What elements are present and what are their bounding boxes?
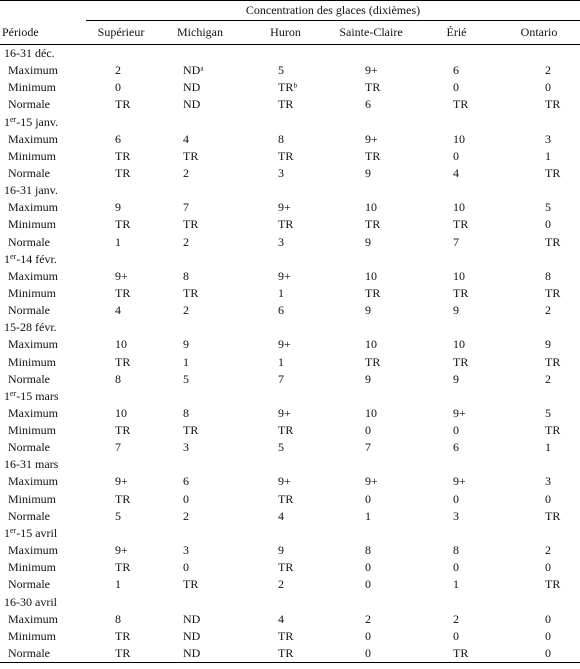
table-cell: TR bbox=[365, 148, 381, 163]
table-cell: TR bbox=[278, 423, 294, 438]
table-cell: TRᵇ bbox=[278, 80, 298, 95]
row-label: Maximum bbox=[8, 543, 58, 558]
column-header-superieur: Supérieur bbox=[86, 21, 156, 45]
table-cell: 0 bbox=[453, 560, 459, 575]
row-label: Maximum bbox=[8, 405, 58, 420]
table-row bbox=[0, 268, 580, 285]
table-cell: 0 bbox=[453, 491, 459, 506]
table-cell: 10 bbox=[115, 405, 127, 420]
table-cell: 6 bbox=[453, 440, 459, 455]
table-cell: 9+ bbox=[115, 543, 128, 558]
table-cell: TR bbox=[545, 508, 561, 523]
table-cell: 10 bbox=[365, 268, 377, 283]
table-cell: 10 bbox=[115, 337, 127, 352]
table-cell: ND bbox=[183, 611, 201, 626]
table-cell: TR bbox=[86, 645, 156, 663]
table-cell: 0 bbox=[365, 628, 371, 643]
table-cell: 9 bbox=[365, 371, 371, 386]
table-cell: TR bbox=[115, 148, 131, 163]
table-cell: 8 bbox=[453, 543, 459, 558]
table-cell: 3 bbox=[183, 440, 189, 455]
table-row bbox=[0, 559, 580, 576]
table-cell: 2 bbox=[545, 303, 551, 318]
table-cell: TR bbox=[453, 285, 469, 300]
table-cell: 0 bbox=[365, 560, 371, 575]
table-cell: 9 bbox=[453, 371, 459, 386]
table-cell: TR bbox=[278, 97, 294, 112]
table-cell: TR bbox=[183, 148, 199, 163]
table-cell: 9+ bbox=[278, 268, 291, 283]
table-cell: 2 bbox=[453, 611, 459, 626]
table-cell: 10 bbox=[453, 337, 465, 352]
table-row bbox=[0, 285, 580, 302]
table-cell: 0 bbox=[545, 491, 551, 506]
table-cell: 10 bbox=[365, 405, 377, 420]
table-cell: 0 bbox=[365, 577, 371, 592]
table-cell: 6 bbox=[365, 97, 371, 112]
table-cell: TR bbox=[278, 628, 294, 643]
table-cell: 0 bbox=[183, 491, 189, 506]
table-cell: 8 bbox=[545, 268, 551, 283]
table-cell: 4 bbox=[453, 166, 459, 181]
table-cell: 2 bbox=[183, 508, 189, 523]
period-row bbox=[0, 251, 580, 268]
table-cell: TR bbox=[545, 97, 561, 112]
table-cell: 2 bbox=[365, 611, 371, 626]
table-cell: 8 bbox=[183, 405, 189, 420]
table-cell: 2 bbox=[545, 543, 551, 558]
table-cell: 1 bbox=[545, 440, 551, 455]
table-row bbox=[0, 405, 580, 422]
table-row bbox=[0, 336, 580, 353]
table-row bbox=[0, 234, 580, 251]
row-label: Minimum bbox=[8, 560, 57, 575]
table-cell: 1 bbox=[278, 285, 284, 300]
table-cell: 5 bbox=[545, 405, 551, 420]
table-cell: ND bbox=[156, 645, 244, 663]
period-row bbox=[0, 456, 580, 473]
table-cell: 10 bbox=[453, 268, 465, 283]
table-row bbox=[0, 645, 580, 663]
table-cell: TR bbox=[415, 645, 498, 663]
table-cell: TR bbox=[365, 217, 381, 232]
period-row bbox=[0, 388, 580, 405]
table-row bbox=[0, 96, 580, 113]
table-cell: 8 bbox=[365, 543, 371, 558]
row-label: Normale bbox=[8, 577, 50, 592]
period-row bbox=[0, 594, 580, 611]
table-cell: 0 bbox=[545, 560, 551, 575]
table-row bbox=[0, 62, 580, 79]
table-cell: 3 bbox=[278, 166, 284, 181]
row-label: Minimum bbox=[8, 217, 57, 232]
table-body bbox=[0, 45, 580, 663]
table-cell: 2 bbox=[545, 371, 551, 386]
row-label: Minimum bbox=[8, 354, 57, 369]
table-cell: 8 bbox=[278, 131, 284, 146]
column-header-huron: Huron bbox=[244, 21, 327, 45]
table-cell: 10 bbox=[453, 200, 465, 215]
table-cell: TR bbox=[365, 80, 381, 95]
table-cell: TR bbox=[278, 148, 294, 163]
period-label: 1er-15 janv. bbox=[4, 114, 59, 129]
table-cell: 2 bbox=[115, 63, 121, 78]
period-row bbox=[0, 45, 580, 63]
table-cell: TR bbox=[545, 285, 561, 300]
table-cell: TR bbox=[183, 285, 199, 300]
row-label: Minimum bbox=[8, 80, 57, 95]
table-cell: 9 bbox=[365, 234, 371, 249]
table-row bbox=[0, 508, 580, 525]
table-cell: 2 bbox=[278, 577, 284, 592]
table-cell: 9 bbox=[278, 543, 284, 558]
table-cell: 1 bbox=[183, 354, 189, 369]
table-cell: 8 bbox=[183, 268, 189, 283]
table-cell: 9 bbox=[365, 303, 371, 318]
period-row bbox=[0, 182, 580, 199]
table-cell: TR bbox=[453, 354, 469, 369]
table-cell: 9 bbox=[365, 166, 371, 181]
period-label: 1er-15 avril bbox=[4, 525, 58, 540]
table-cell: NDᵃ bbox=[183, 63, 204, 78]
table-cell: 0 bbox=[453, 148, 459, 163]
row-label: Maximum bbox=[8, 268, 58, 283]
table-cell: TR bbox=[278, 560, 294, 575]
table-cell: 9+ bbox=[365, 63, 378, 78]
table-cell: 9+ bbox=[365, 131, 378, 146]
table-cell: TR bbox=[453, 217, 469, 232]
table-row bbox=[0, 542, 580, 559]
table-cell: TR bbox=[115, 628, 131, 643]
column-header-michigan: Michigan bbox=[156, 21, 244, 45]
table-cell: 1 bbox=[115, 234, 121, 249]
period-row bbox=[0, 525, 580, 542]
row-label: Minimum bbox=[8, 285, 57, 300]
table-cell: TR bbox=[183, 217, 199, 232]
table-cell: TR bbox=[183, 577, 199, 592]
table-cell: 7 bbox=[183, 200, 189, 215]
period-row bbox=[0, 114, 580, 131]
row-label: Maximum bbox=[8, 200, 58, 215]
table-cell: 9+ bbox=[278, 200, 291, 215]
table-cell: TR bbox=[115, 354, 131, 369]
table-cell: 10 bbox=[365, 337, 377, 352]
row-label: Minimum bbox=[8, 491, 57, 506]
table-cell: 1 bbox=[453, 577, 459, 592]
table-cell: ND bbox=[183, 80, 201, 95]
table-cell: TR bbox=[244, 645, 327, 663]
table-cell: 0 bbox=[365, 423, 371, 438]
table-cell: TR bbox=[115, 217, 131, 232]
row-label: Minimum bbox=[8, 628, 57, 643]
table-cell: 0 bbox=[453, 423, 459, 438]
table-cell: 10 bbox=[453, 131, 465, 146]
table-row bbox=[0, 491, 580, 508]
table-cell: 4 bbox=[115, 303, 121, 318]
table-cell: 0 bbox=[545, 217, 551, 232]
table-cell: 2 bbox=[545, 63, 551, 78]
row-label: Maximum bbox=[8, 63, 58, 78]
table-cell: 8 bbox=[115, 611, 121, 626]
table-cell: 10 bbox=[365, 200, 377, 215]
table-cell: 2 bbox=[183, 303, 189, 318]
row-label: Normale bbox=[8, 508, 50, 523]
table-cell: 9+ bbox=[115, 268, 128, 283]
table-cell: 9 bbox=[115, 200, 121, 215]
table-cell: TR bbox=[545, 234, 561, 249]
table-row bbox=[0, 79, 580, 96]
table-row bbox=[0, 148, 580, 165]
table-cell: TR bbox=[545, 577, 561, 592]
table-cell: TR bbox=[365, 354, 381, 369]
period-label: 16-31 déc. bbox=[4, 46, 55, 60]
row-label: Normale bbox=[8, 440, 50, 455]
table-cell: 0 bbox=[498, 645, 580, 663]
table-cell: 6 bbox=[115, 131, 121, 146]
column-header-ontario: Ontario bbox=[498, 21, 580, 45]
table-cell: 3 bbox=[545, 474, 551, 489]
table-cell: 0 bbox=[545, 80, 551, 95]
table-cell: 6 bbox=[453, 63, 459, 78]
table-cell: 0 bbox=[327, 645, 415, 663]
period-row bbox=[0, 319, 580, 336]
table-cell: 2 bbox=[183, 166, 189, 181]
row-label: Minimum bbox=[8, 148, 57, 163]
table-row bbox=[0, 165, 580, 182]
table-cell: 3 bbox=[453, 508, 459, 523]
table-cell: TR bbox=[365, 285, 381, 300]
table-cell: 8 bbox=[115, 371, 121, 386]
table-cell: TR bbox=[545, 166, 561, 181]
table-cell: 9+ bbox=[115, 474, 128, 489]
table-cell: 3 bbox=[183, 543, 189, 558]
table-cell: 6 bbox=[278, 303, 284, 318]
table-cell: 6 bbox=[183, 474, 189, 489]
table-row bbox=[0, 576, 580, 593]
table-cell: 9+ bbox=[365, 474, 378, 489]
table-cell: 0 bbox=[453, 80, 459, 95]
table-cell: 4 bbox=[278, 611, 284, 626]
table-cell: 9 bbox=[183, 337, 189, 352]
table-row bbox=[0, 199, 580, 216]
row-label: Normale bbox=[8, 234, 50, 249]
table-cell: 9+ bbox=[278, 474, 291, 489]
table-cell: TR bbox=[115, 97, 131, 112]
table-cell: 5 bbox=[278, 63, 284, 78]
table-cell: 9+ bbox=[453, 474, 466, 489]
table-cell: 7 bbox=[453, 234, 459, 249]
row-label: Normale bbox=[8, 303, 50, 318]
table-cell: 1 bbox=[278, 354, 284, 369]
table-row bbox=[0, 611, 580, 628]
table-cell: 4 bbox=[183, 131, 189, 146]
table-cell: TR bbox=[115, 166, 131, 181]
table-row bbox=[0, 371, 580, 388]
period-column-header: Période bbox=[0, 21, 86, 45]
row-label: Maximum bbox=[8, 337, 58, 352]
period-label: 16-30 avril bbox=[4, 594, 57, 609]
table-cell: 0 bbox=[545, 611, 551, 626]
table-row bbox=[0, 131, 580, 148]
table-cell: TR bbox=[545, 423, 561, 438]
period-label: 16-31 janv. bbox=[4, 183, 58, 198]
header-blank bbox=[0, 1, 86, 21]
table-cell: 5 bbox=[115, 508, 121, 523]
table-cell: TR bbox=[545, 354, 561, 369]
row-label: Normale bbox=[8, 371, 50, 386]
table-row bbox=[0, 628, 580, 645]
table-cell: 1 bbox=[545, 148, 551, 163]
table-cell: 2 bbox=[183, 234, 189, 249]
table-cell: 0 bbox=[365, 491, 371, 506]
table-cell: 1 bbox=[365, 508, 371, 523]
table-row bbox=[0, 473, 580, 490]
table-cell: 5 bbox=[545, 200, 551, 215]
table-cell: 0 bbox=[183, 560, 189, 575]
table-row bbox=[0, 302, 580, 319]
table-row bbox=[0, 422, 580, 439]
row-label: Normale bbox=[8, 97, 50, 112]
table-cell: TR bbox=[115, 491, 131, 506]
table-cell: ND bbox=[183, 628, 201, 643]
column-header-sainte-claire: Sainte-Claire bbox=[327, 21, 415, 45]
table-cell: 7 bbox=[365, 440, 371, 455]
table-cell: TR bbox=[183, 423, 199, 438]
table-cell: 0 bbox=[453, 628, 459, 643]
period-label: 1er-15 mars bbox=[4, 388, 59, 403]
row-label: Maximum bbox=[8, 474, 58, 489]
row-label: Normale bbox=[8, 166, 50, 181]
row-label: Maximum bbox=[8, 131, 58, 146]
column-header-erie: Érié bbox=[415, 21, 498, 45]
table-cell: 7 bbox=[278, 371, 284, 386]
table-cell: TR bbox=[115, 560, 131, 575]
table-cell: TR bbox=[115, 285, 131, 300]
table-cell: 9+ bbox=[278, 337, 291, 352]
table-cell: 9 bbox=[453, 303, 459, 318]
table-cell: 3 bbox=[278, 234, 284, 249]
table-row bbox=[0, 439, 580, 456]
table-cell: 9 bbox=[545, 337, 551, 352]
table-cell: 4 bbox=[278, 508, 284, 523]
period-label: 1er-14 févr. bbox=[4, 251, 57, 266]
table-cell: 9+ bbox=[278, 405, 291, 420]
table-cell: 9+ bbox=[453, 405, 466, 420]
group-header: Concentration des glaces (dixièmes) bbox=[86, 1, 580, 21]
table-cell: TR bbox=[453, 97, 469, 112]
table-cell: 0 bbox=[115, 80, 121, 95]
table-cell: ND bbox=[183, 97, 201, 112]
row-label: Minimum bbox=[8, 423, 57, 438]
table-cell: 5 bbox=[183, 371, 189, 386]
table-cell: 0 bbox=[545, 628, 551, 643]
table-cell: TR bbox=[278, 491, 294, 506]
period-label: 15-28 févr. bbox=[4, 320, 57, 335]
period-label: 16-31 mars bbox=[4, 457, 59, 472]
table-cell: TR bbox=[278, 217, 294, 232]
table-row bbox=[0, 353, 580, 370]
table-cell: 5 bbox=[278, 440, 284, 455]
table-cell: 7 bbox=[115, 440, 121, 455]
table-cell: TR bbox=[115, 423, 131, 438]
table-cell: 1 bbox=[115, 577, 121, 592]
table-row bbox=[0, 216, 580, 233]
row-label: Normale bbox=[0, 645, 86, 663]
table-cell: 3 bbox=[545, 131, 551, 146]
row-label: Maximum bbox=[8, 611, 58, 626]
